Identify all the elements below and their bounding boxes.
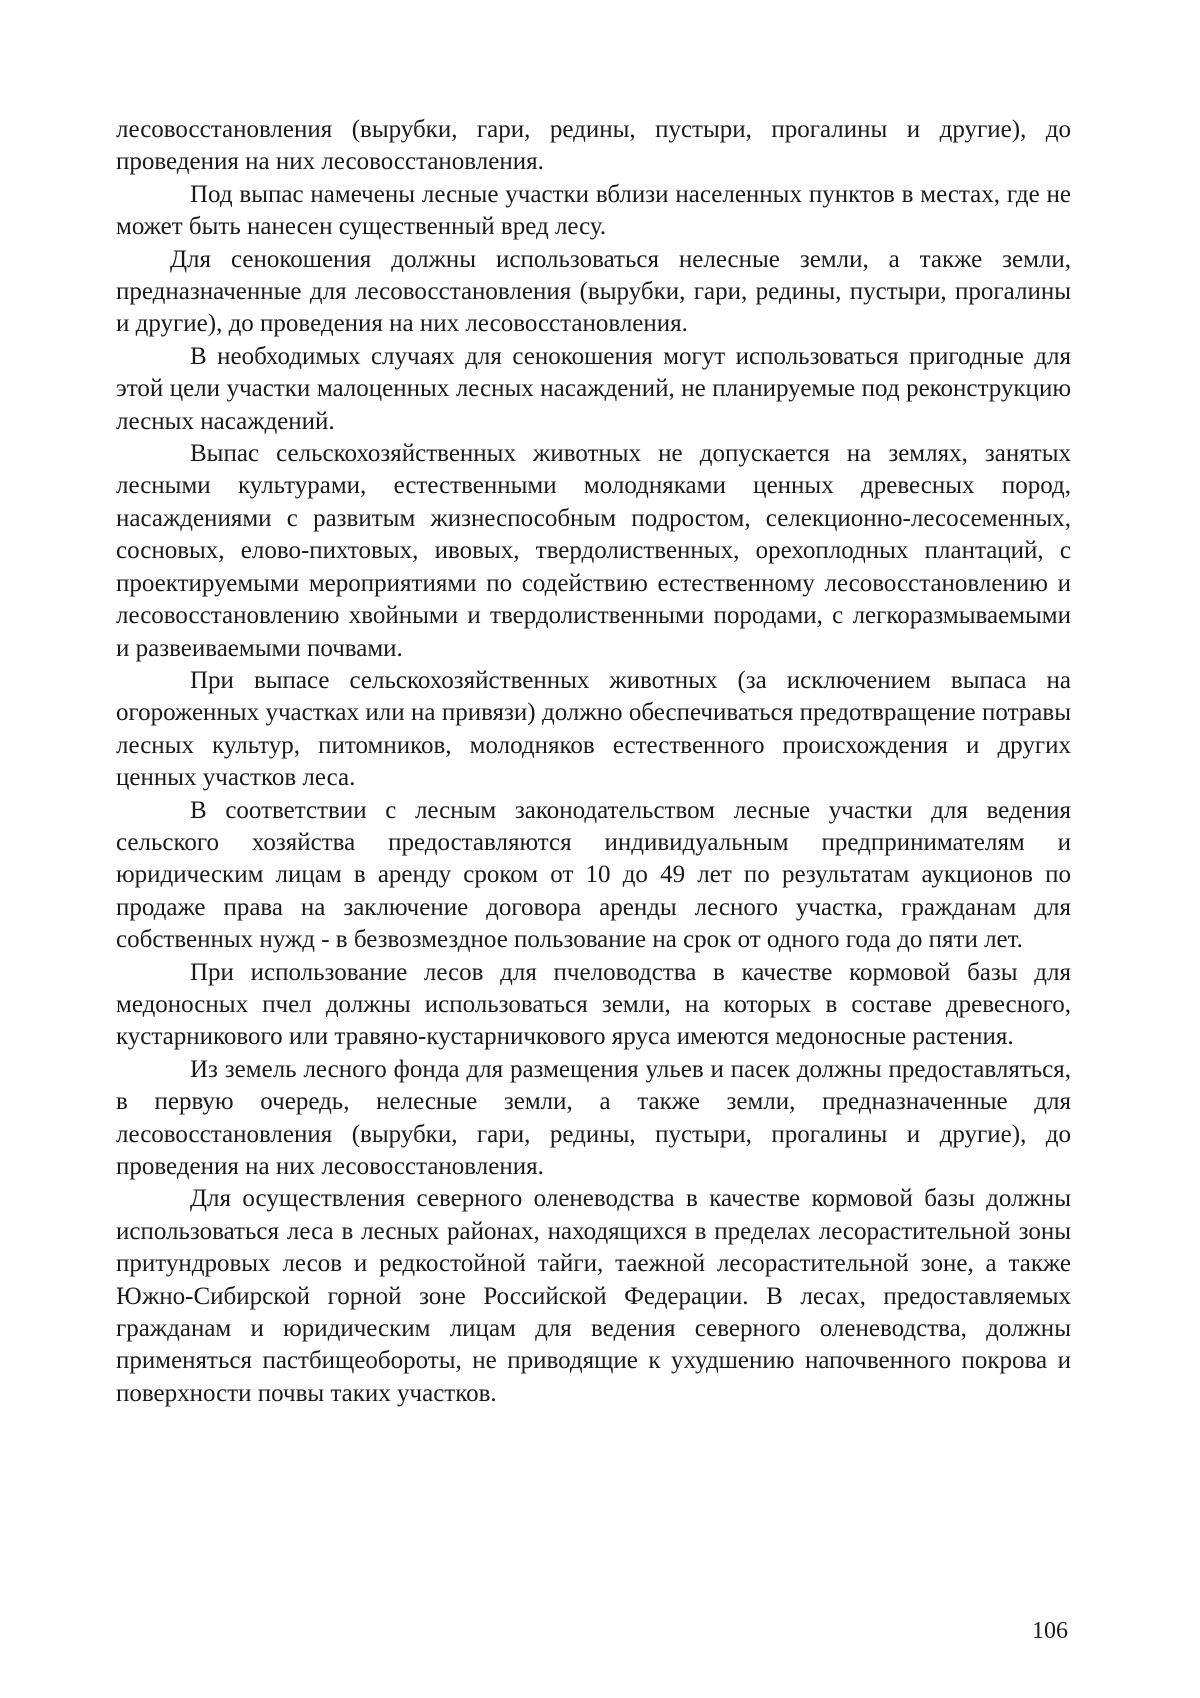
paragraph-grazing-restrictions: Выпас сельскохозяйственных животных не допускается на землях, занятых лесными культурами, естественными молодняками ценных древесных пород, насаждениями с развитым жизнеспособным подростом, селекционно-лесосеменных, сосновых, елово-пихтовых, ивовых, твердолиственных, орехоплодных плантаций, с проектируемыми мероприятиями по содействию естественному лесовосстановлению и лесовосстановлению хвойными и твердолиственными породами, с легкоразмываемыми и развеиваемыми почвами.	[116, 440, 1071, 662]
paragraph-grazing-areas: Под выпас намечены лесные участки вблизи населенных пунктов в местах, где не может быть нанесен существенный вред лесу.	[116, 180, 1071, 241]
paragraph-reindeer-herding: Для осуществления северного оленеводства в качестве кормовой базы должны использоваться леса в лесных районах, находящихся в пределах лесорастительной зоны притундровых лесов и редкостойной тайги, таежной лесорастительной зоне, а также Южно-Сибирской горной зоне Российской Федерации. В лесах, предоставляемых гражданам и юридическим лицам для ведения северного оленеводства, должны применяться пастбищеобороты, не приводящие к ухудшению напочвенного покрова и поверхности почвы таких участков.	[116, 1185, 1071, 1407]
paragraph-grazing-protection: При выпасе сельскохозяйственных животных (за исключением выпаса на огороженных участках или на привязи) должно обеспечиваться предотвращение потравы лесных культур, питомников, молодняков естественного происхождения и других ценных участков леса.	[116, 666, 1071, 792]
paragraph-continuation: лесовосстановления (вырубки, гари, редины, пустыри, прогалины и другие), до проведения на них лесовосстановления.	[116, 116, 1071, 176]
paragraph-apiaries: Из земель лесного фонда для размещения ульев и пасек должны предоставляться, в первую очередь, нелесные земли, а также земли, предназначенные для лесовосстановления (вырубки, гари, редины, пустыри, прогалины и другие), до проведения на них лесовосстановления.	[116, 1055, 1071, 1180]
paragraph-beekeeping: При использование лесов для пчеловодства в качестве кормовой базы для медоносных пчел должны использоваться земли, на которых в составе древесного, кустарникового или травяно-кустарничкового яруса имеются медоносные растения.	[116, 958, 1071, 1051]
paragraph-haymaking-low-value: В необходимых случаях для сенокошения могут использоваться пригодные для этой цели участки малоценных лесных насаждений, не планируемые под реконструкцию лесных насаждений.	[116, 342, 1071, 435]
paragraph-legislation: В соответствии с лесным законодательством лесные участки для ведения сельского хозяйства предоставляются индивидуальным предпринимателям и юридическим лицам в аренду сроком от 10 до 49 лет по результатам аукционов по продаже права на заключение договора аренды лесного участка, гражданам для собственных нужд - в безвозмездное пользование на срок от одного года до пяти лет.	[116, 796, 1071, 954]
body-text	[116, 114, 1071, 1410]
paragraph-haymaking: Для сенокошения должны использоваться нелесные земли, а также земли, предназначенные для лесовосстановления (вырубки, гари, редины, пустыри, прогалины и другие), до проведения на них лесовосстановления.	[116, 245, 1071, 338]
page-number: 106	[1032, 1618, 1068, 1644]
